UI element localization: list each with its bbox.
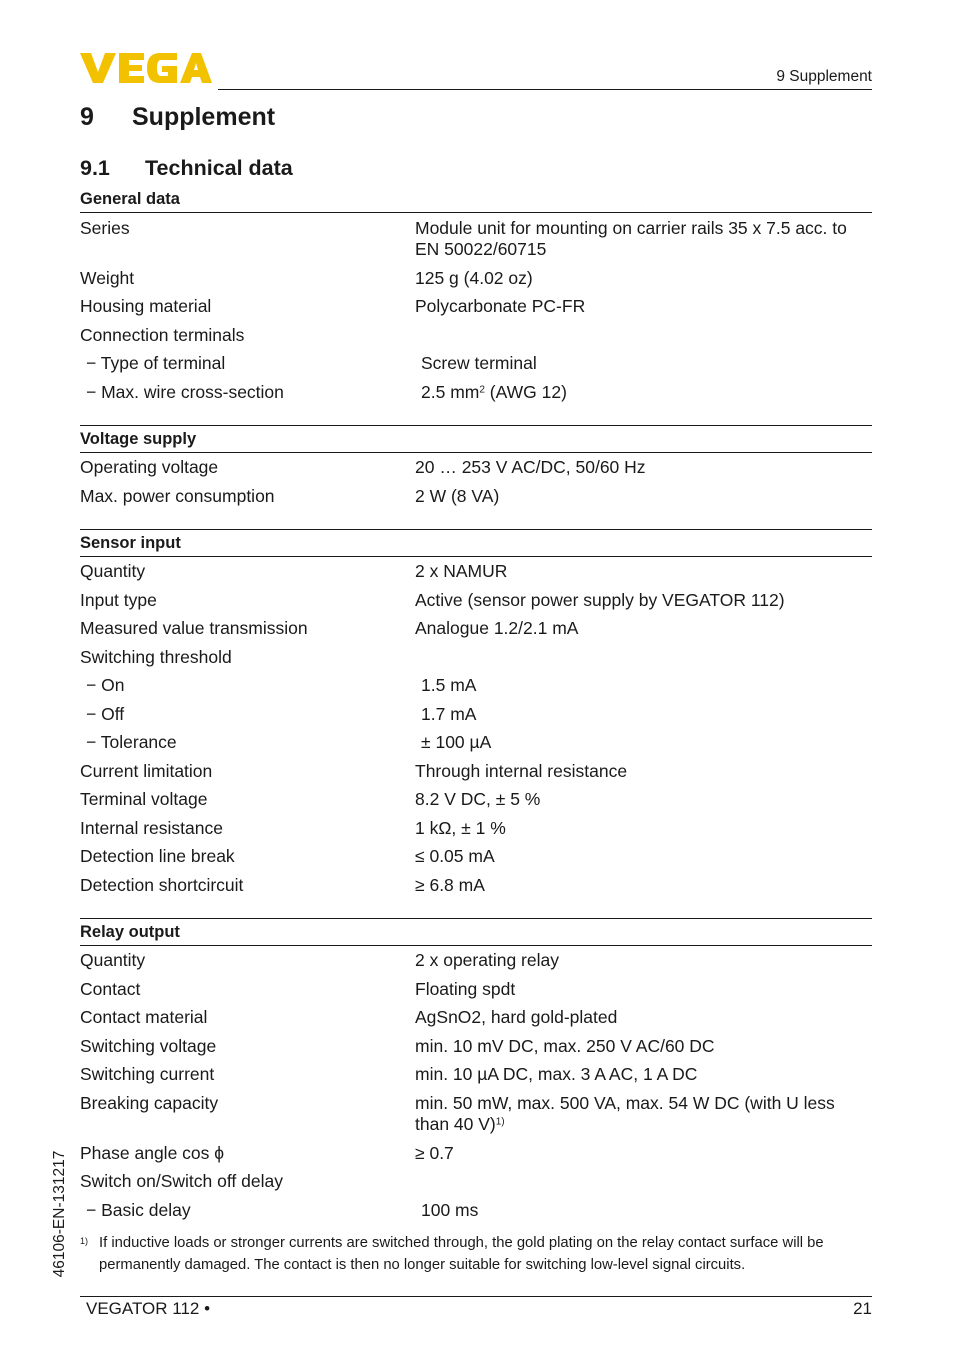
table-row [80,786,872,815]
footer-rule [80,1296,872,1297]
table-row [80,350,872,379]
row-label: Contact [80,978,141,999]
table-row [80,293,872,322]
wire-value-tail: (AWG 12) [484,381,567,402]
row-label: Input type [80,589,157,610]
table-row [80,264,872,293]
row-value [415,1093,872,1136]
table-row [80,1061,872,1090]
vega-logo [80,50,212,84]
row-value: ± 100 µA [421,732,492,752]
table-row [80,1032,872,1061]
row-label: Connection terminals [80,324,245,345]
row-label: − Off [86,703,125,724]
row-label: Switch on/Switch off delay [80,1171,283,1191]
table-row [80,729,872,758]
table-row [80,1196,872,1225]
table-row [80,558,872,587]
table-row [80,643,872,672]
row-label: Series [80,217,130,238]
table-row [80,843,872,872]
subchapter-heading [80,156,293,181]
table-row [80,871,872,900]
row-value: min. 10 µA DC, max. 3 A AC, 1 A DC [415,1064,698,1084]
row-label: Switching voltage [80,1035,217,1056]
row-value: 1 kΩ, ± 1 % [415,817,506,838]
row-value: 2 x NAMUR [415,561,508,581]
footnote-text: If inductive loads or stronger currents are switched through, the gold plating on the relay contact surface will be permanently damaged. The contact is then no longer suitable for switching low-level signal circuits. [99,1235,824,1273]
table-row [80,454,872,483]
row-label: − Max. wire cross-section [86,381,284,402]
row-value: Through internal resistance [415,760,628,781]
row-label: Detection line break [80,846,235,866]
section-title-voltage: Voltage supply [80,425,872,453]
chapter-number: 9 [80,103,94,131]
section-title-general: General data [80,186,872,213]
row-value: Floating spdt [415,978,516,999]
row-value [421,382,872,404]
table-row [80,947,872,976]
table-row [80,1168,872,1197]
section-title-relay: Relay output [80,918,872,946]
footer-product: VEGATOR 112 • [86,1299,211,1318]
table-row [80,615,872,644]
row-label: Max. power consumption [80,485,275,506]
table-row [80,214,872,264]
row-label: Terminal voltage [80,789,208,809]
row-label: Switching current [80,1064,215,1084]
row-label: Detection shortcircuit [80,874,244,895]
row-value: 1.7 mA [421,703,477,724]
row-value: 2 x operating relay [415,950,559,970]
row-label: Housing material [80,296,212,316]
row-label: Quantity [80,950,146,970]
table-row [80,1089,872,1139]
row-label: Breaking capacity [80,1092,219,1113]
row-label: Quantity [80,561,146,581]
row-label: Operating voltage [80,457,219,477]
table-row [80,321,872,350]
row-value: Polycarbonate PC-FR [415,296,586,316]
row-value: Active (sensor power supply by VEGATOR 112) [415,589,785,610]
breaking-value-text: min. 50 mW, max. 500 VA, max. 54 W DC (with U less than 40 V) [415,1092,835,1134]
row-value: 125 g (4.02 oz) [415,267,533,288]
row-label: − Basic delay [86,1199,191,1220]
table-row [80,482,872,511]
row-value: Screw terminal [421,353,537,373]
row-value: min. 10 mV DC, max. 250 V AC/60 DC [415,1035,715,1056]
row-value: ≥ 6.8 mA [415,874,485,895]
row-label: − Tolerance [86,732,177,752]
row-value: ≥ 0.7 [415,1142,454,1163]
row-label: Weight [80,267,135,288]
table-row [80,672,872,701]
table-row [80,1139,872,1168]
table-row [80,586,872,615]
row-label: Internal resistance [80,817,223,838]
technical-data-table [80,186,872,1225]
table-row [80,378,872,407]
row-value: 1.5 mA [421,675,477,695]
document-id: 46106-EN-131217 [51,1150,68,1278]
row-value: AgSnO2, hard gold-plated [415,1007,618,1027]
row-value: 100 ms [421,1199,479,1220]
table-row [80,700,872,729]
row-value: 20 … 253 V AC/DC, 50/60 Hz [415,457,646,477]
table-row [80,1004,872,1033]
wire-value-superscript: 2 [479,384,485,395]
footnote [80,1233,872,1276]
chapter-title: Supplement [132,103,276,131]
subchapter-title: Technical data [145,156,293,180]
row-label: Switching threshold [80,646,232,667]
wire-value-main: 2.5 mm [421,381,480,402]
row-value: 2 W (8 VA) [415,485,500,506]
subchapter-number: 9.1 [80,156,110,180]
row-label: Current limitation [80,760,213,781]
row-label: Phase angle cos ϕ [80,1142,225,1163]
row-label: Measured value transmission [80,618,308,638]
header-rule [218,89,872,90]
footnote-reference: 1) [495,1116,505,1128]
section-title-sensor: Sensor input [80,529,872,557]
table-row [80,757,872,786]
chapter-heading [80,103,275,132]
row-label: Contact material [80,1007,208,1027]
row-label: − On [86,675,125,695]
table-row [80,975,872,1004]
header-section-label: 9 Supplement [776,68,872,85]
table-row [80,814,872,843]
row-value: ≤ 0.05 mA [415,846,495,866]
row-value: 8.2 V DC, ± 5 % [415,789,541,809]
footnote-mark: 1) [80,1236,89,1246]
row-value: Module unit for mounting on carrier rails 35 x 7.5 acc. to EN 50022/60715 [415,217,847,259]
row-value: Analogue 1.2/2.1 mA [415,618,579,638]
row-label: − Type of terminal [86,353,226,373]
page-number: 21 [853,1299,872,1318]
